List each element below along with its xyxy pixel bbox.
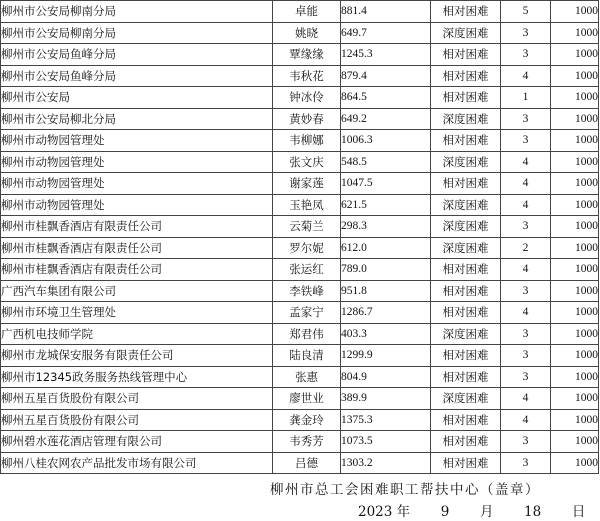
subsidy-cell: 1000 (551, 237, 599, 259)
household-count-cell: 3 (501, 108, 551, 130)
unit-cell: 柳州市桂飘香酒店有限责任公司 (1, 237, 273, 259)
date-day: 18 (524, 504, 542, 520)
subsidy-cell: 1000 (551, 22, 599, 44)
table-row (1, 1, 599, 23)
table-row (1, 237, 599, 259)
amount-cell: 881.4 (341, 1, 431, 23)
unit-cell: 柳州五星百货股份有限公司 (1, 388, 273, 410)
table-row (1, 65, 599, 87)
name-cell: 龚金玲 (273, 409, 341, 431)
table-row (1, 44, 599, 66)
table-row (1, 345, 599, 367)
amount-cell: 1006.3 (341, 130, 431, 152)
table-row (1, 452, 599, 474)
date-day-char: 日 (571, 504, 586, 520)
table-row (1, 431, 599, 453)
name-cell: 韦秋花 (273, 65, 341, 87)
unit-cell: 柳州市动物园管理处 (1, 151, 273, 173)
table-row (1, 366, 599, 388)
table-row (1, 108, 599, 130)
unit-cell: 柳州市公安局鱼峰分局 (1, 65, 273, 87)
subsidy-cell: 1000 (551, 280, 599, 302)
hardship-type-cell: 相对困难 (431, 452, 501, 474)
subsidy-cell: 1000 (551, 130, 599, 152)
household-count-cell: 3 (501, 44, 551, 66)
name-cell: 玉艳凤 (273, 194, 341, 216)
hardship-type-cell: 相对困难 (431, 1, 501, 23)
name-cell: 李铁峰 (273, 280, 341, 302)
unit-cell: 广西汽车集团有限公司 (1, 280, 273, 302)
amount-cell: 621.5 (341, 194, 431, 216)
subsidy-cell: 1000 (551, 323, 599, 345)
date-month-char: 月 (479, 504, 494, 520)
hardship-type-cell: 深度困难 (431, 194, 501, 216)
amount-cell: 789.0 (341, 259, 431, 281)
amount-cell: 804.9 (341, 366, 431, 388)
table-row (1, 409, 599, 431)
hardship-type-cell: 深度困难 (431, 388, 501, 410)
name-cell: 钟冰伶 (273, 87, 341, 109)
hardship-type-cell: 相对困难 (431, 130, 501, 152)
household-count-cell: 4 (501, 151, 551, 173)
household-count-cell: 3 (501, 431, 551, 453)
unit-cell: 柳州市龙城保安服务有限责任公司 (1, 345, 273, 367)
unit-cell: 柳州市桂飘香酒店有限责任公司 (1, 259, 273, 281)
amount-cell: 864.5 (341, 87, 431, 109)
unit-cell: 柳州市环境卫生管理处 (1, 302, 273, 324)
name-cell: 张运红 (273, 259, 341, 281)
name-cell: 廖世业 (273, 388, 341, 410)
unit-cell: 柳州市公安局鱼峰分局 (1, 44, 273, 66)
hardship-type-cell: 相对困难 (431, 302, 501, 324)
household-count-cell: 4 (501, 302, 551, 324)
hardship-type-cell: 深度困难 (431, 323, 501, 345)
unit-cell: 广西机电技师学院 (1, 323, 273, 345)
subsidy-cell: 1000 (551, 216, 599, 238)
unit-cell: 柳州市12345政务服务热线管理中心 (1, 366, 273, 388)
unit-cell: 柳州市动物园管理处 (1, 173, 273, 195)
amount-cell: 1245.3 (341, 44, 431, 66)
hardship-type-cell: 相对困难 (431, 173, 501, 195)
hardship-type-cell: 相对困难 (431, 345, 501, 367)
hardship-type-cell: 深度困难 (431, 151, 501, 173)
subsidy-cell: 1000 (551, 108, 599, 130)
unit-cell: 柳州市公安局 (1, 87, 273, 109)
amount-cell: 1047.5 (341, 173, 431, 195)
table-row (1, 280, 599, 302)
table-row (1, 87, 599, 109)
name-cell: 陆良清 (273, 345, 341, 367)
name-cell: 孟家宁 (273, 302, 341, 324)
issue-date (358, 500, 585, 520)
table-row (1, 22, 599, 44)
date-month: 9 (440, 504, 450, 520)
date-year: 2023 (358, 504, 393, 520)
household-count-cell: 3 (501, 22, 551, 44)
household-count-cell: 4 (501, 388, 551, 410)
hardship-type-cell: 相对困难 (431, 259, 501, 281)
amount-cell: 1303.2 (341, 452, 431, 474)
issuing-organization: 柳州市总工会困难职工帮扶中心（盖章） (270, 482, 540, 498)
unit-cell: 柳州市动物园管理处 (1, 194, 273, 216)
amount-cell: 1286.7 (341, 302, 431, 324)
table-body (1, 1, 599, 483)
household-count-cell: 4 (501, 173, 551, 195)
unit-cell: 柳州市公安局柳北分局 (1, 108, 273, 130)
unit-cell: 柳州市公安局柳南分局 (1, 1, 273, 23)
subsidy-cell: 1000 (551, 87, 599, 109)
household-count-cell: 4 (501, 409, 551, 431)
name-cell: 谢家莲 (273, 173, 341, 195)
amount-cell: 879.4 (341, 65, 431, 87)
name-cell: 韦柳娜 (273, 130, 341, 152)
subsidy-cell: 1000 (551, 366, 599, 388)
hardship-type-cell: 深度困难 (431, 108, 501, 130)
subsidy-cell: 1000 (551, 151, 599, 173)
amount-cell: 548.5 (341, 151, 431, 173)
household-count-cell: 3 (501, 323, 551, 345)
amount-cell: 649.2 (341, 108, 431, 130)
household-count-cell: 3 (501, 130, 551, 152)
household-count-cell: 3 (501, 280, 551, 302)
subsidy-cell: 1000 (551, 173, 599, 195)
name-cell: 张惠 (273, 366, 341, 388)
hardship-type-cell: 相对困难 (431, 431, 501, 453)
unit-cell: 柳州八桂农网农产品批发市场有限公司 (1, 452, 273, 474)
name-cell: 张文庆 (273, 151, 341, 173)
blank-cell (551, 474, 599, 483)
unit-cell: 柳州市动物园管理处 (1, 130, 273, 152)
table-row (1, 151, 599, 173)
unit-cell: 柳州五星百货股份有限公司 (1, 409, 273, 431)
subsidy-cell: 1000 (551, 44, 599, 66)
hardship-type-cell: 深度困难 (431, 22, 501, 44)
hardship-type-cell: 相对困难 (431, 366, 501, 388)
household-count-cell: 3 (501, 345, 551, 367)
household-count-cell: 1 (501, 87, 551, 109)
name-cell: 韦秀芳 (273, 431, 341, 453)
name-cell: 姚晓 (273, 22, 341, 44)
table-row (1, 388, 599, 410)
subsidy-cell: 1000 (551, 302, 599, 324)
unit-cell: 柳州碧水莲花酒店管理有限公司 (1, 431, 273, 453)
amount-cell: 403.3 (341, 323, 431, 345)
subsidy-cell: 1000 (551, 65, 599, 87)
household-count-cell: 4 (501, 65, 551, 87)
name-cell: 黄妙春 (273, 108, 341, 130)
hardship-type-cell: 相对困难 (431, 409, 501, 431)
subsidy-cell: 1000 (551, 259, 599, 281)
hardship-type-cell: 深度困难 (431, 216, 501, 238)
table-row (1, 302, 599, 324)
amount-cell: 649.7 (341, 22, 431, 44)
table-row (1, 194, 599, 216)
unit-cell: 柳州市公安局柳南分局 (1, 22, 273, 44)
name-cell: 郑君伟 (273, 323, 341, 345)
table-row (1, 216, 599, 238)
household-count-cell: 3 (501, 452, 551, 474)
subsidy-cell: 1000 (551, 431, 599, 453)
name-cell: 覃缘缘 (273, 44, 341, 66)
hardship-type-cell: 相对困难 (431, 44, 501, 66)
name-cell: 云菊兰 (273, 216, 341, 238)
amount-cell: 951.8 (341, 280, 431, 302)
hardship-type-cell: 深度困难 (431, 237, 501, 259)
name-cell: 吕德 (273, 452, 341, 474)
amount-cell: 1375.3 (341, 409, 431, 431)
date-year-char: 年 (396, 504, 411, 520)
hardship-type-cell: 相对困难 (431, 280, 501, 302)
amount-cell: 1073.5 (341, 431, 431, 453)
name-cell: 罗尔妮 (273, 237, 341, 259)
household-count-cell: 2 (501, 237, 551, 259)
table-row (1, 130, 599, 152)
table-row (1, 173, 599, 195)
subsidy-cell: 1000 (551, 194, 599, 216)
subsidy-cell: 1000 (551, 1, 599, 23)
amount-cell: 389.9 (341, 388, 431, 410)
subsidy-cell: 1000 (551, 345, 599, 367)
household-count-cell: 3 (501, 216, 551, 238)
subsidy-cell: 1000 (551, 452, 599, 474)
household-count-cell: 4 (501, 194, 551, 216)
blank-cell (1, 474, 273, 483)
household-count-cell: 3 (501, 366, 551, 388)
amount-cell: 298.3 (341, 216, 431, 238)
table-row (1, 323, 599, 345)
hardship-type-cell: 相对困难 (431, 65, 501, 87)
unit-cell: 柳州市桂飘香酒店有限责任公司 (1, 216, 273, 238)
amount-cell: 1299.9 (341, 345, 431, 367)
hardship-type-cell: 相对困难 (431, 87, 501, 109)
table-row (1, 259, 599, 281)
name-cell: 卓能 (273, 1, 341, 23)
amount-cell: 612.0 (341, 237, 431, 259)
subsidy-cell: 1000 (551, 388, 599, 410)
household-count-cell: 4 (501, 259, 551, 281)
subsidy-cell: 1000 (551, 409, 599, 431)
household-count-cell: 5 (501, 1, 551, 23)
